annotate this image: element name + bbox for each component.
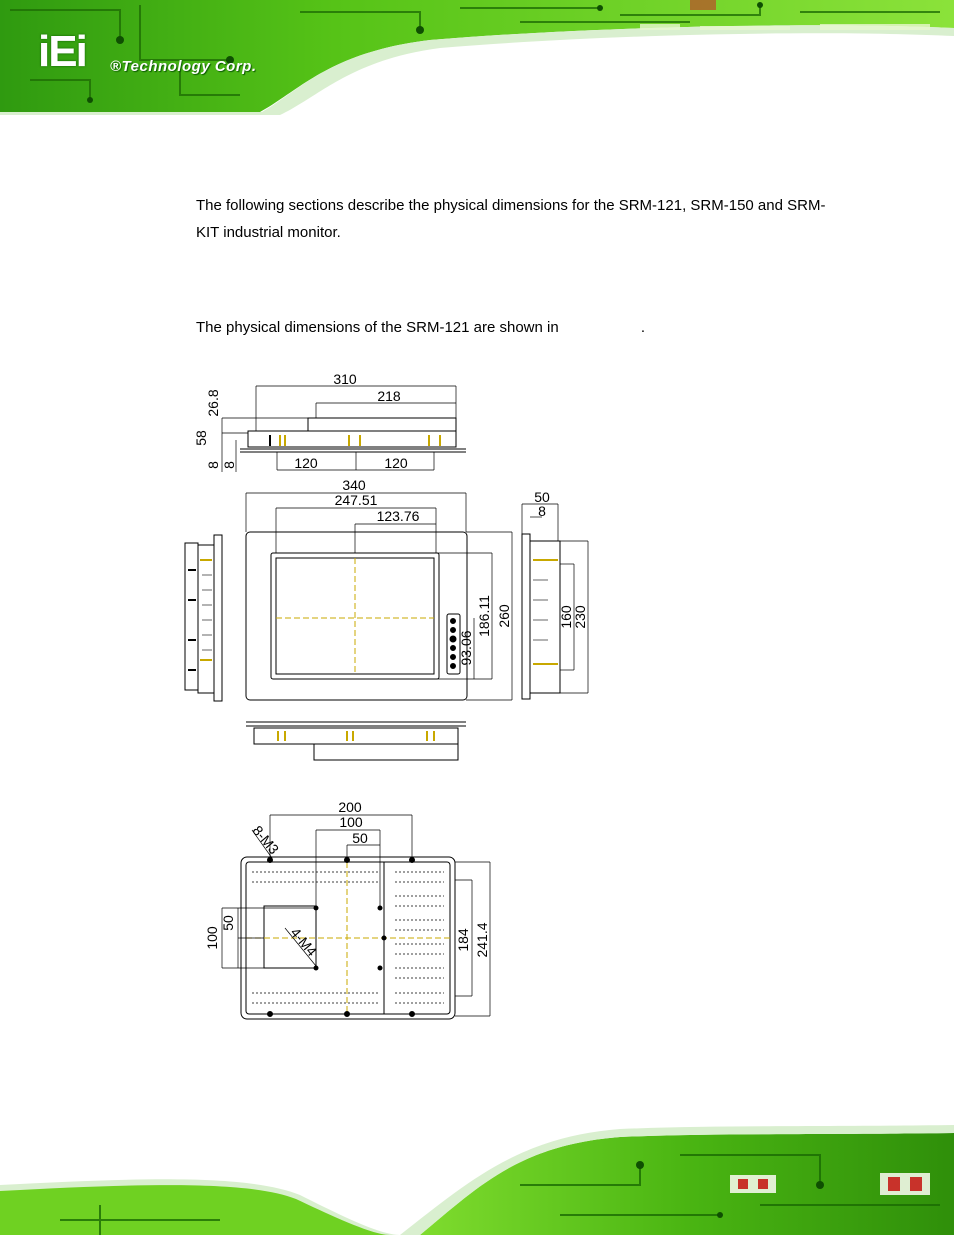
dim-rear-right-184: 184 (455, 928, 471, 952)
intro-paragraph: The following sections describe the physical dimensions for the SRM-121, SRM-150 and SRM-KIT industrial monitor. (196, 197, 826, 241)
logo-text: ®Technology Corp. (110, 58, 257, 75)
footer-circuit-graphic (0, 1125, 954, 1235)
front-view (246, 493, 512, 700)
dim-top-right-half: 120 (384, 455, 408, 471)
logo-letters: iEi (38, 27, 86, 76)
dim-side-depth: 50 (534, 489, 550, 505)
dim-top-foot-a: 8 (205, 461, 221, 469)
dim-rear-200: 200 (338, 799, 362, 815)
dim-rear-left-50: 50 (220, 915, 236, 931)
dim-side-inner-height: 160 (558, 605, 574, 629)
dim-rear-50: 50 (352, 830, 368, 846)
dim-top-foot-b: 8 (221, 461, 237, 469)
lead-text-end: . (640, 319, 646, 336)
screw-label-m3: 8-M3 (249, 822, 283, 858)
dim-top-inner: 218 (377, 388, 401, 404)
dim-side-bezel: 8 (538, 503, 546, 519)
lead-text: The physical dimensions of the SRM-121 are shown in (196, 319, 559, 336)
dim-top-overall: 310 (333, 371, 357, 387)
right-side-view (522, 504, 588, 699)
dim-rear-left-100: 100 (204, 926, 220, 950)
screw-label-m4: 4-M4 (287, 924, 321, 960)
dim-top-left-half: 120 (294, 455, 318, 471)
dim-front-screen-height: 186.11 (476, 595, 492, 637)
left-side-view (185, 535, 222, 701)
dim-front-half-height: 93.06 (458, 630, 474, 666)
dim-rear-right-241: 241.4 (474, 922, 490, 958)
dim-top-depth: 26.8 (205, 389, 221, 417)
dim-front-half-screen: 123.76 (376, 508, 420, 524)
dim-rear-100: 100 (339, 814, 363, 830)
dim-side-outer-height: 230 (572, 605, 588, 629)
dim-top-height: 58 (193, 430, 209, 446)
footer-band (0, 1125, 954, 1235)
dim-front-height: 260 (496, 604, 512, 628)
dim-front-screen-width: 247.51 (334, 492, 378, 508)
bottom-view (246, 722, 466, 760)
top-view (222, 386, 466, 472)
dim-front-width: 340 (342, 477, 366, 493)
